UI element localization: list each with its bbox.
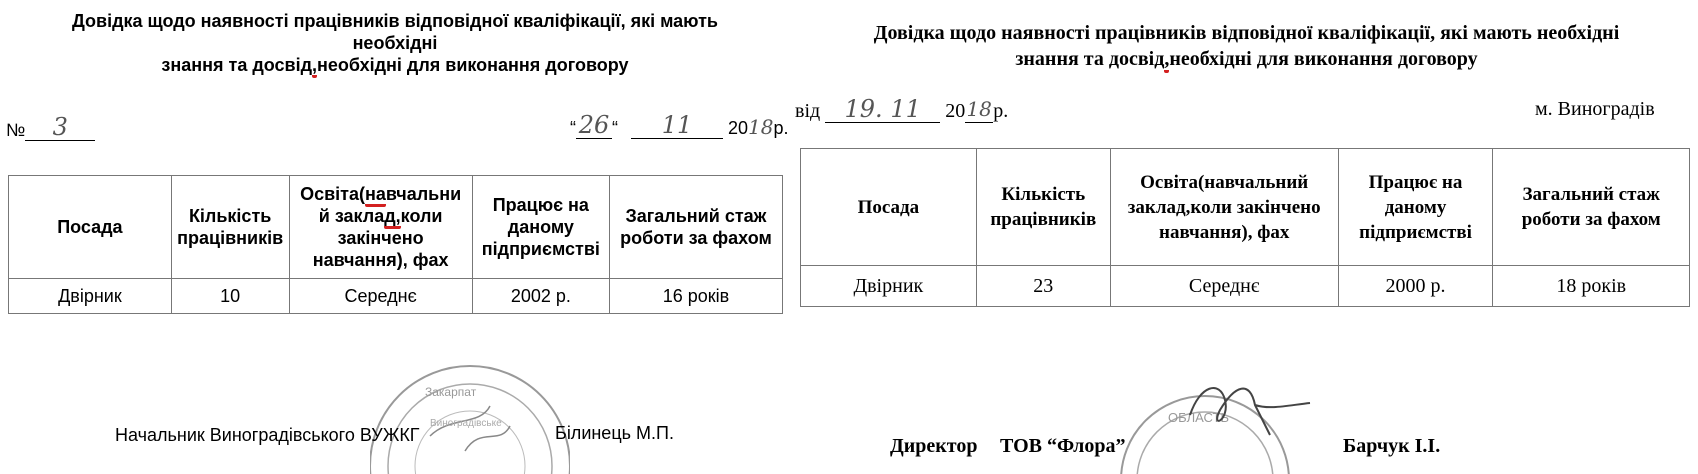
number-label: № <box>6 120 26 140</box>
header-education-pre: Освіта( <box>300 184 365 204</box>
number-value: 3 <box>52 113 68 141</box>
right-document <box>795 0 1698 474</box>
header-position: Посада <box>801 149 977 266</box>
red-highlight-mark: , <box>1164 48 1169 73</box>
cell-position: Двірник <box>9 279 172 314</box>
signature-scribble-image <box>1180 375 1320 445</box>
header-count: Кількість працівників <box>171 176 289 279</box>
left-document <box>0 0 790 474</box>
header-count: Кількість працівників <box>976 149 1110 266</box>
cell-education: Середнє <box>289 279 472 314</box>
left-title-line3 <box>0 54 790 76</box>
date-end: р. <box>773 118 789 138</box>
red-highlight-mark: , <box>312 55 317 78</box>
date-label: від <box>795 100 821 122</box>
header-experience: Загальний стаж роботи за фахом <box>609 176 782 279</box>
right-title-line2-pre: знання та досвід <box>1015 48 1165 70</box>
right-date-line <box>795 96 1008 123</box>
left-title-line3-pre: знання та досвід <box>161 55 313 75</box>
date-day: 26 <box>578 111 610 139</box>
cell-experience: 18 років <box>1493 266 1690 307</box>
svg-text:Закарпат: Закарпат <box>425 385 477 399</box>
number-field <box>25 114 95 141</box>
red-highlight-mark: на <box>365 184 386 207</box>
header-education <box>289 176 472 279</box>
cell-experience: 16 років <box>609 279 782 314</box>
date-end: р. <box>993 100 1009 122</box>
svg-text:Виноградівське: Виноградівське <box>430 418 502 429</box>
red-highlight-mark: д, <box>384 206 400 229</box>
date-month: 11 <box>661 111 693 139</box>
right-staff-table <box>800 148 1690 307</box>
header-works-here: Працює на даному підприємстві <box>1338 149 1493 266</box>
cell-count: 23 <box>976 266 1110 307</box>
date-open-quote: “ <box>570 118 576 138</box>
header-position: Посада <box>9 176 172 279</box>
date-close-quote: “ <box>612 118 618 138</box>
left-title-line2: необхідні <box>352 33 438 53</box>
date-year-suffix: 18 <box>966 97 992 121</box>
right-signature-company: ТОВ “Флора” <box>1000 435 1126 457</box>
table-row <box>9 279 783 314</box>
header-experience: Загальний стаж роботи за фахом <box>1493 149 1690 266</box>
cell-count: 10 <box>171 279 289 314</box>
date-day-field <box>576 112 612 139</box>
stamp-seal-image <box>370 356 570 474</box>
header-education-mid: вчальни й закла <box>318 184 462 226</box>
left-signature-name: Білинець М.П. <box>555 423 674 443</box>
right-signature-name: Барчук І.І. <box>1343 435 1441 457</box>
right-city: м. Виноградів <box>1535 98 1655 120</box>
date-year-field <box>965 96 993 123</box>
left-title <box>0 10 790 76</box>
header-education: Освіта(навчальний заклад,коли закінчено навчання), фах <box>1110 149 1338 266</box>
cell-works-since: 2000 р. <box>1338 266 1493 307</box>
date-year-suffix: 18 <box>748 115 774 139</box>
date-year-prefix: 20 <box>945 100 966 122</box>
left-date-line <box>570 112 789 139</box>
right-title <box>795 20 1698 72</box>
date-day-month-field <box>825 96 940 123</box>
table-header-row <box>801 149 1690 266</box>
right-title-line2-post: необхідні для виконання договору <box>1169 48 1478 70</box>
header-works-here: Працює на даному підприємстві <box>472 176 609 279</box>
right-signature-position: Директор <box>890 435 978 457</box>
left-staff-table <box>8 175 783 314</box>
left-title-line3-post: необхідні для виконання договору <box>317 55 629 75</box>
date-month-field <box>631 112 723 139</box>
right-title-line2 <box>795 46 1698 72</box>
left-number-line <box>6 114 95 141</box>
cell-works-since: 2002 р. <box>472 279 609 314</box>
cell-education: Середнє <box>1110 266 1338 307</box>
svg-text:ОБЛАСТЬ: ОБЛАСТЬ <box>1168 410 1229 425</box>
header-education-post: коли закінчено навчання), фах <box>312 206 449 270</box>
left-signature-position: Начальник Виноградівського ВУЖКГ <box>115 425 420 445</box>
cell-position: Двірник <box>801 266 977 307</box>
table-header-row <box>9 176 783 279</box>
date-day-month: 19. 11 <box>844 95 921 123</box>
left-title-line1: Довідка щодо наявності працівників відповідної кваліфікації, які мають <box>72 11 718 31</box>
right-title-line1: Довідка щодо наявності працівників відповідної кваліфікації, які мають необхідні <box>873 22 1620 44</box>
date-year-prefix: 20 <box>728 118 749 138</box>
table-row <box>801 266 1690 307</box>
